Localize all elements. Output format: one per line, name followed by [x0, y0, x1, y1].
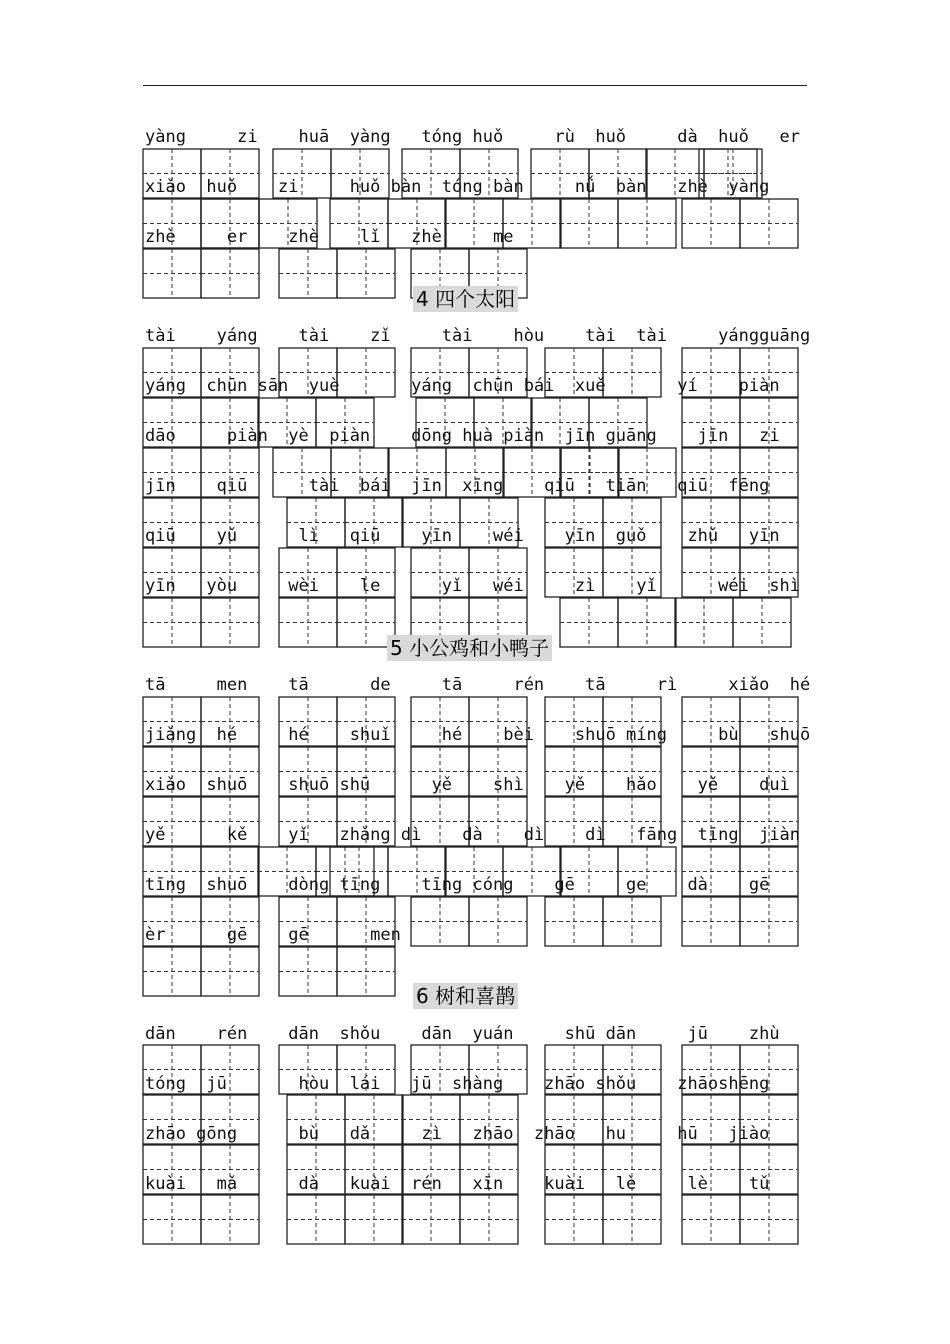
- lesson-title: 5 小公鸡和小鸭子: [387, 635, 552, 661]
- pinyin-row: dān rén dān shǒu dān yuán shū dān jū zhù: [145, 1024, 780, 1044]
- pinyin-row: yě kě yǐ zhǎng dì dà dì dì fāng tīng jiàn: [145, 825, 801, 845]
- pinyin-row: tīng shuō dòng tīng tīng cóng gē ge dà gē: [145, 875, 770, 895]
- pinyin-row: èr gē gē men: [145, 925, 401, 945]
- pinyin-row: tóng jū hòu lái jū shàng zhāo shǒu zhāoshēng: [145, 1074, 770, 1094]
- pinyin-row: zhāo gōng bù dǎ zì zhāo zhāo hu hū jiào: [145, 1124, 770, 1144]
- pinyin-row: kuài mǎ dà kuài rén xīn kuài lè lè tǔ: [145, 1174, 770, 1194]
- pinyin-row: jiǎng hé hé shuǐ hé bèi shuō míng bù shuō: [145, 725, 811, 745]
- pinyin-row: yàng zi huā yàng tóng huǒ rù huǒ dà huǒ er: [145, 127, 801, 147]
- lesson-title: 4 四个太阳: [413, 286, 518, 312]
- pinyin-row: zhè er zhè lǐ zhè me: [145, 227, 514, 247]
- pinyin-row: tài yáng tài zǐ tài hòu tài tài yángguāng: [145, 326, 811, 346]
- pinyin-row: xiǎo shuō shuō shū yě shì yě hǎo yě duì: [145, 775, 790, 795]
- pinyin-row: qiū yǔ lì qiū yīn wéi yīn guǒ zhǔ yīn: [145, 526, 780, 546]
- pinyin-row: yáng chūn sān yuè yáng chūn bái xuě yí piàn: [145, 376, 780, 396]
- pinyin-row: yīn yòu wèi le yǐ wéi zì yǐ wéi shì: [145, 576, 801, 596]
- pinyin-row: dāo piàn yè piàn dōng huà piàn jīn guāng jīn zi: [145, 426, 780, 446]
- pinyin-row: xiǎo huǒ zi huǒ bàn tóng bàn nǚ bàn zhè yàng: [145, 177, 770, 197]
- pinyin-row: jīn qiū tài bái jīn xīng qiū tiān qiū fēng: [145, 476, 770, 496]
- lesson-title: 6 树和喜鹊: [413, 983, 518, 1009]
- pinyin-row: tā men tā de tā rén tā rì xiǎo hé: [145, 675, 811, 695]
